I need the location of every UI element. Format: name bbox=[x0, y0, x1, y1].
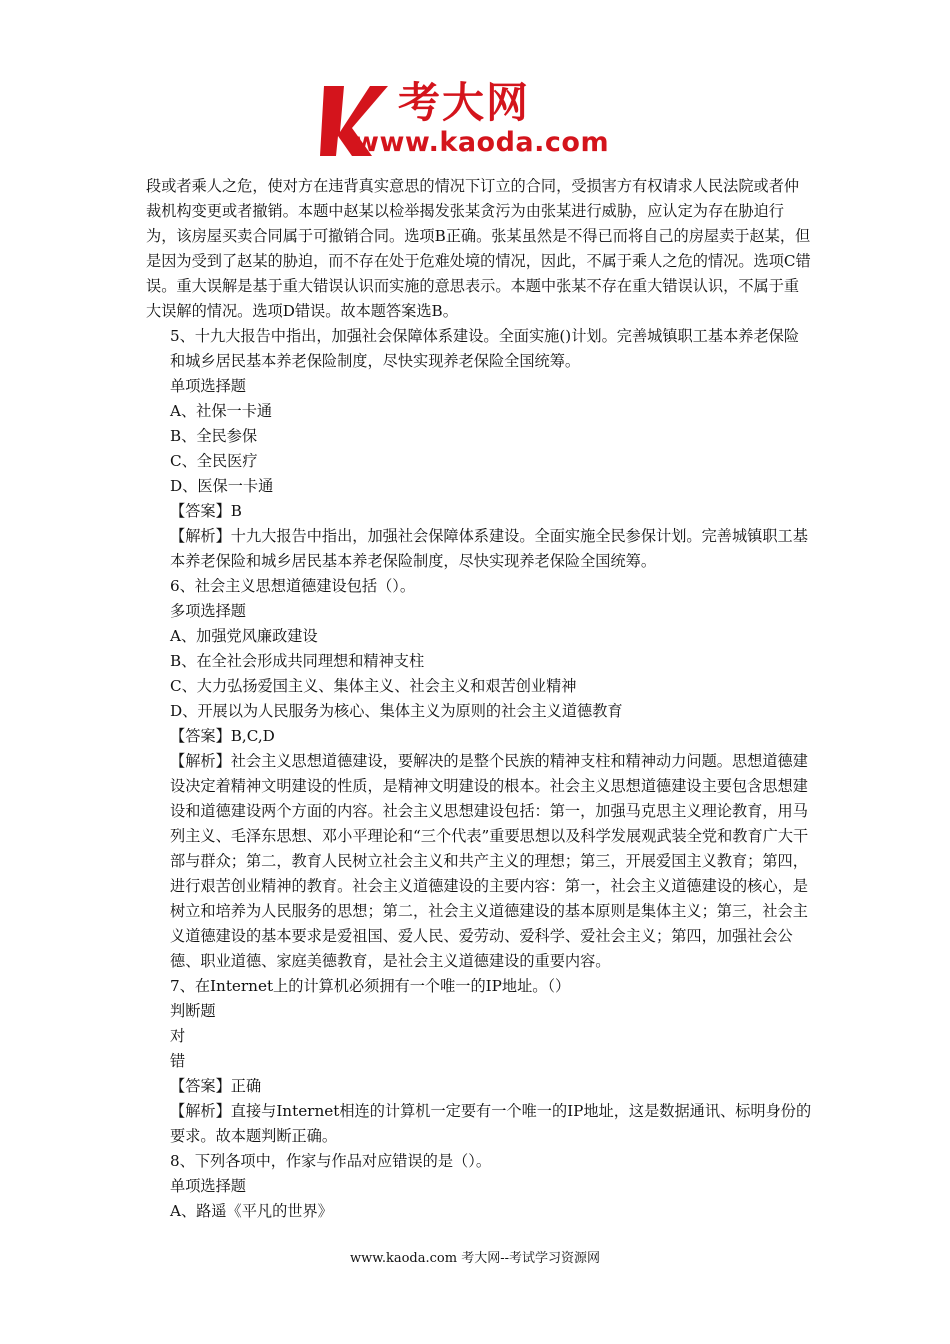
question-5-option-a: A、社保一卡通 bbox=[170, 402, 273, 420]
document-body bbox=[146, 174, 812, 1224]
question-6-option-b: B、在全社会形成共同理想和精神支柱 bbox=[170, 652, 425, 670]
question-6-option-d: D、开展以为人民服务为核心、集体主义为原则的社会主义道德教育 bbox=[170, 702, 623, 720]
question-8: 8、下列各项中，作家与作品对应错误的是（）。 bbox=[170, 1152, 492, 1170]
question-7-option-false: 错 bbox=[170, 1052, 186, 1070]
question-7: 7、在Internet上的计算机必须拥有一个唯一的IP地址。（） bbox=[170, 977, 571, 995]
brand-url: www.kaoda.com bbox=[354, 127, 610, 158]
question-6-analysis: 【解析】社会主义思想道德建设，要解决的是整个民族的精神支柱和精神动力问题。思想道德建设决定着精神文明建设的性质，是精神文明建设的根本。社会主义思想道德建设主要包含思想建设和道德建设两个方面的内容。社会主义思想建设包括：第一，加强马克思主义理论教育，用马列主义、毛泽东思想、邓小平理论和“三个代表”重要思想以及科学发展观武装全党和教育广大干部与群众；第二，教育人民树立社会主义和共产主义的理想；第三，开展爱国主义教育；第四，进行艰苦创业精神的教育。社会主义道德建设的主要内容：第一，社会主义道德建设的核心，是树立和培养为人民服务的思想；第二，社会主义道德建设的基本原则是集体主义；第三，社会主义道德建设的基本要求是爱祖国、爱人民、爱劳动、爱科学、爱社会主义；第四，加强社会公德、职业道德、家庭美德教育，是社会主义道德建设的重要内容。 bbox=[170, 752, 809, 970]
question-6: 6、社会主义思想道德建设包括（）。 bbox=[170, 577, 416, 595]
question-6-option-a: A、加强党风廉政建设 bbox=[170, 627, 318, 645]
paragraph-continued: 段或者乘人之危，使对方在违背真实意思的情况下订立的合同，受损害方有权请求人民法院或者仲裁机构变更或者撤销。本题中赵某以检举揭发张某贪污为由张某进行威胁，应认定为存在胁迫行为，该房屋买卖合同属于可撤销合同。选项B正确。张某虽然是不得已而将自己的房屋卖于赵某，但是因为受到了赵某的胁迫，而不存在处于危难处境的情况，因此，不属于乘人之危的情况。选项C错误。重大误解是基于重大错误认识而实施的意思表示。本题中张某不存在重大错误认识，不属于重大误解的情况。选项D错误。故本题答案选B。 bbox=[146, 177, 811, 320]
question-6-option-c: C、大力弘扬爱国主义、集体主义、社会主义和艰苦创业精神 bbox=[170, 677, 577, 695]
question-6-answer: 【答案】B,C,D bbox=[170, 727, 275, 745]
question-7-answer: 【答案】正确 bbox=[170, 1077, 262, 1095]
question-8-option-a: A、路遥《平凡的世界》 bbox=[170, 1202, 333, 1220]
question-7-option-true: 对 bbox=[170, 1027, 186, 1045]
question-5-option-b: B、全民参保 bbox=[170, 427, 258, 445]
question-5-option-c: C、全民医疗 bbox=[170, 452, 258, 470]
page-footer: www.kaoda.com 考大网--考试学习资源网 bbox=[350, 1251, 600, 1266]
question-5: 5、十九大报告中指出，加强社会保障体系建设。全面实施()计划。完善城镇职工基本养老保险和城乡居民基本养老保险制度，尽快实现养老保险全国统筹。 bbox=[170, 327, 800, 370]
question-7-type: 判断题 bbox=[170, 1002, 216, 1020]
question-5-analysis: 【解析】十九大报告中指出，加强社会保障体系建设。全面实施全民参保计划。完善城镇职工基本养老保险和城乡居民基本养老保险制度，尽快实现养老保险全国统筹。 bbox=[170, 527, 808, 570]
question-7-analysis: 【解析】直接与Internet相连的计算机一定要有一个唯一的IP地址，这是数据通讯、标明身份的要求。故本题判断正确。 bbox=[170, 1102, 812, 1145]
question-5-option-d: D、医保一卡通 bbox=[170, 477, 274, 495]
brand-name: 考大网 bbox=[398, 78, 531, 127]
question-6-type: 多项选择题 bbox=[170, 602, 246, 620]
question-5-answer: 【答案】B bbox=[170, 502, 242, 520]
kaoda-logo bbox=[318, 80, 638, 162]
question-8-type: 单项选择题 bbox=[170, 1177, 246, 1195]
question-5-type: 单项选择题 bbox=[170, 377, 246, 395]
